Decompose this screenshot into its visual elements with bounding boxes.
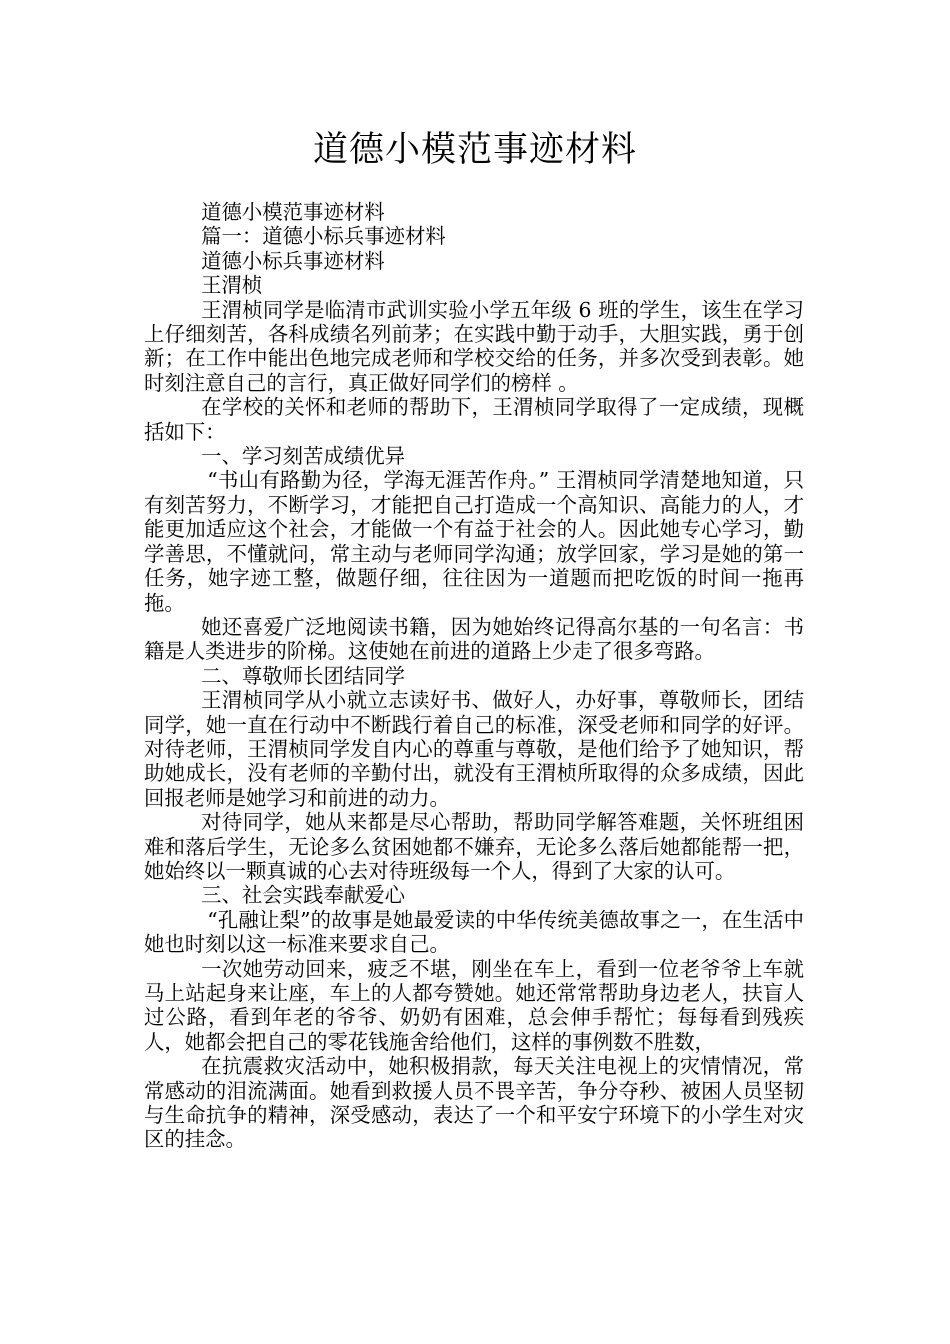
heading-social-practice: 三、社会实践奉献爱心: [201, 883, 406, 908]
paragraph-helping-elders: 一次她劳动回来，疲乏不堪，刚坐在车上，看到一位老爷爷上车就马上站起身来让座，车上的人都夸赞她。她还常常帮助身边老人，扶盲人过公路，看到年老的爷爷、奶奶有困难，总会伸手帮忙；每每看到残疾人，她都会把自己的零花钱施舍给他们，这样的事例数不胜数，: [144, 956, 804, 1054]
paragraph-respect-teachers: 王渭桢同学从小就立志读好书、做好人，办好事，尊敬师长，团结同学，她一直在行动中不断践行着自己的标准，深受老师和同学的好评。对待老师，王渭桢同学发自内心的尊重与尊敬，是他们给予了她知识，帮助她成长，没有老师的辛勤付出，就没有王渭桢所取得的众多成绩，因此回报老师是她学习和前进的动力。: [144, 688, 804, 810]
document-body: [144, 200, 804, 1152]
paragraph-kongrong: “孔融让梨”的故事是她最爱读的中华传统美德故事之一，在生活中她也时刻以这一标准来要求自己。: [144, 907, 804, 957]
paragraph-chapter-heading: 篇一：道德小标兵事迹材料: [201, 224, 446, 249]
paragraph-subtitle: 道德小模范事迹材料: [201, 200, 385, 224]
paragraph-intro: 王渭桢同学是临清市武训实验小学五年级 6 班的学生，该生在学习上仔细刻苦，各科成绩名列前茅；在实践中勤于动手，大胆实践，勇于创新；在工作中能出色地完成老师和学校交给的任务，并多次受到表彰。她时刻注意自己的言行，真正做好同学们的榜样 。: [144, 297, 804, 395]
paragraph-student-name: 王渭桢: [201, 273, 263, 298]
paragraph-disaster-relief: 在抗震救灾活动中，她积极捐款，每天关注电视上的灾情情况，常常感动的泪流满面。她看到救援人员不畏辛苦，争分夺秒、被困人员坚韧与生命抗争的精神，深受感动，表达了一个和平安宁环境下的小学生对灾区的挂念。: [144, 1054, 804, 1152]
heading-respect: 二、尊敬师长团结同学: [201, 663, 406, 688]
paragraph-section-title: 道德小标兵事迹材料: [201, 248, 385, 273]
paragraph-help-classmates: 对待同学，她从来都是尽心帮助，帮助同学解答难题，关怀班组困难和落后学生，无论多么贫困她都不嫌弃，无论多么落后她都能帮一把，她始终以一颗真诚的心去对待班级每一个人，得到了大家的认可。: [144, 810, 804, 883]
paragraph-summary: 在学校的关怀和老师的帮助下，王渭桢同学取得了一定成绩，现概括如下：: [144, 395, 804, 444]
paragraph-reading: 她还喜爱广泛地阅读书籍，因为她始终记得高尔基的一句名言：书籍是人类进步的阶梯。这使她在前进的道路上少走了很多弯路。: [144, 614, 804, 664]
heading-study: 一、学习刻苦成绩优异: [201, 444, 406, 469]
document-title: 道德小模范事迹材料: [312, 130, 637, 170]
paragraph-study: “书山有路勤为径，学海无涯苦作舟。” 王渭桢同学清楚地知道，只有刻苦努力，不断学习，才能把自己打造成一个高知识、高能力的人，才能更加适应这个社会，才能做一个有益于社会的人。因此她专心学习，勤学善思，不懂就问，常主动与老师同学沟通；放学回家，学习是她的第一任务，她字迹工整，做题仔细，往往因为一道题而把吃饭的时间一拖再拖。: [144, 468, 804, 615]
